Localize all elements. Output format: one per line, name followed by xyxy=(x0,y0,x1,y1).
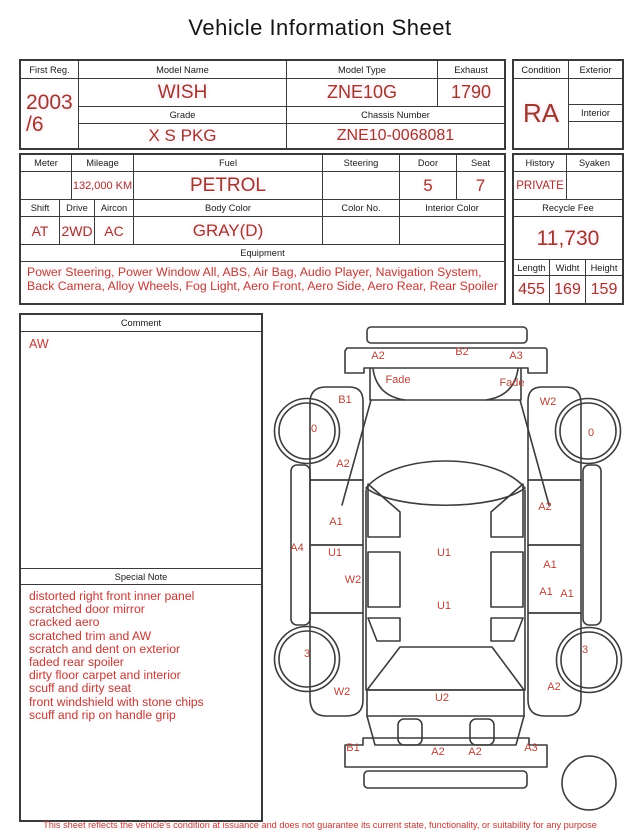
rear-bottom-strip xyxy=(364,771,527,788)
model-type-value: ZNE10G xyxy=(287,79,438,107)
meter-value xyxy=(21,172,72,199)
seat-value: 7 xyxy=(475,175,486,195)
equipment-list: Power Steering, Power Window All, ABS, Air Bag, Audio Player, Navigation System, Back Camera, Alloy Wheels, Fog Light, Aero Front, Aero Side, Aero Rear, Rear Spoiler xyxy=(27,265,498,293)
width-label: Widht xyxy=(550,260,586,275)
mileage-value: 132,000 KM xyxy=(72,172,134,199)
aircon-value: AC xyxy=(95,217,134,244)
spare-tire xyxy=(562,756,616,810)
damage-mark-u1: U1 xyxy=(327,547,343,559)
body-color-value: GRAY(D) xyxy=(134,217,323,244)
damage-mark-3: 3 xyxy=(303,648,311,660)
height-value: 159 xyxy=(590,280,618,298)
special-note-item: cracked aero xyxy=(29,615,100,630)
history-value: PRIVATE xyxy=(514,172,567,199)
drive-value: 2WD xyxy=(60,217,95,244)
damage-mark-w2: W2 xyxy=(344,574,362,586)
damage-mark-w2: W2 xyxy=(333,686,351,698)
damage-mark-a1: A1 xyxy=(329,516,343,528)
special-note-item: scuff and dirty seat xyxy=(29,681,132,696)
model-name-label: Model Name xyxy=(79,61,287,79)
body-color-label: Body Color xyxy=(134,200,323,216)
damage-mark-a3: A3 xyxy=(509,350,523,362)
damage-marks xyxy=(290,346,594,758)
damage-mark-b2: B2 xyxy=(455,346,469,358)
damage-mark-u1: U1 xyxy=(436,547,452,559)
special-note-item: dirty floor carpet and interior xyxy=(29,668,181,683)
interior-color-value xyxy=(400,217,504,244)
length-value: 455 xyxy=(514,276,550,303)
shift-value: AT xyxy=(21,217,60,244)
first-reg-label: First Reg. xyxy=(21,61,79,79)
steering-label: Steering xyxy=(323,155,400,171)
damage-mark-3: 3 xyxy=(581,644,589,656)
special-note-list xyxy=(21,585,261,820)
height-label: Height xyxy=(590,262,618,273)
length-label: Length xyxy=(514,260,550,275)
windshield xyxy=(366,461,525,505)
model-name-value: WISH xyxy=(79,79,287,107)
shift-label: Shift xyxy=(21,200,60,216)
steering-value xyxy=(323,172,400,199)
grade-value: X S PKG xyxy=(79,124,287,148)
condition-table xyxy=(512,59,624,150)
right-rear-door xyxy=(528,545,581,613)
front-left-wheel xyxy=(279,403,335,459)
damage-mark-a2: A2 xyxy=(371,350,385,362)
drive-label: Drive xyxy=(60,200,95,216)
special-note-item: front windshield with stone chips xyxy=(29,694,204,709)
comment-text: AW xyxy=(29,337,49,351)
special-note-item: faded rear spoiler xyxy=(29,655,124,670)
damage-mark-fade: Fade xyxy=(385,374,411,386)
exhaust-value: 1790 xyxy=(438,79,504,107)
damage-mark-a2: A2 xyxy=(538,501,552,513)
color-no-label: Color No. xyxy=(323,200,400,216)
right-rear-window xyxy=(491,552,523,607)
grade-label: Grade xyxy=(79,107,287,124)
first-reg-year: 2003 xyxy=(26,90,73,114)
model-type-label: Model Type xyxy=(287,61,438,79)
syaken-label: Syaken xyxy=(578,158,610,168)
comment-box xyxy=(19,313,263,822)
damage-mark-a4: A4 xyxy=(290,542,304,554)
specs-table xyxy=(19,153,506,305)
disclaimer-text: This sheet reflects the vehicle's condition at issuance and does not guarantee its current state, functionality, or suitability for any purpose xyxy=(43,820,597,830)
equipment-label: Equipment xyxy=(240,248,285,258)
door-label: Door xyxy=(400,155,457,171)
door-value: 5 xyxy=(400,172,457,199)
damage-mark-0: 0 xyxy=(587,427,595,439)
special-note-item: scuff and rip on handle grip xyxy=(29,707,176,722)
history-table xyxy=(512,153,624,305)
left-rear-window xyxy=(368,552,400,607)
special-note-item: scratched door mirror xyxy=(29,602,145,617)
aircon-label: Aircon xyxy=(95,200,134,216)
condition-grade-value: RA xyxy=(514,79,569,148)
right-tail-lamp xyxy=(470,719,494,745)
interior-label: Interior xyxy=(569,105,622,122)
width-value: 169 xyxy=(550,276,586,303)
special-note-item: scratched trim and AW xyxy=(29,628,152,643)
damage-mark-a1: A1 xyxy=(560,588,574,600)
seat-label: Seat xyxy=(470,158,491,168)
damage-mark-w2: W2 xyxy=(539,396,557,408)
vehicle-damage-diagram xyxy=(268,315,640,813)
damage-mark-b1: B1 xyxy=(338,394,352,406)
damage-mark-a3: A3 xyxy=(524,742,538,754)
damage-mark-a1: A1 xyxy=(539,586,553,598)
first-reg-month: /6 xyxy=(26,112,44,136)
front-top-strip xyxy=(367,327,527,343)
damage-mark-a1: A1 xyxy=(543,559,557,571)
left-tail-lamp xyxy=(398,719,422,745)
left-quarter-window xyxy=(368,618,400,641)
special-note-item: distorted right front inner panel xyxy=(29,589,195,603)
meter-label: Meter xyxy=(21,155,72,171)
page-title: Vehicle Information Sheet xyxy=(188,15,452,40)
recycle-fee-label: Recycle Fee xyxy=(542,203,594,213)
damage-mark-u1: U1 xyxy=(436,600,452,612)
right-quarter-panel xyxy=(528,613,581,716)
car-outline xyxy=(275,327,622,810)
rear-right-wheel-arch xyxy=(557,628,622,693)
right-front-door xyxy=(528,480,581,545)
history-label: History xyxy=(514,155,567,171)
special-note-item: scratch and dent on exterior xyxy=(29,641,181,656)
right-sill xyxy=(583,465,601,625)
right-quarter-window xyxy=(491,618,523,641)
damage-mark-0: 0 xyxy=(310,423,318,435)
interior-color-label: Interior Color xyxy=(425,203,479,213)
syaken-value xyxy=(567,172,622,199)
damage-mark-b1: B1 xyxy=(346,742,360,754)
left-front-door xyxy=(310,480,363,545)
registration-table xyxy=(19,59,506,150)
chassis-number-value: ZNE10-0068081 xyxy=(336,127,455,144)
damage-mark-u2: U2 xyxy=(434,692,450,704)
comment-label: Comment xyxy=(21,315,261,332)
exterior-value xyxy=(569,79,622,105)
special-note-label: Special Note xyxy=(21,568,261,585)
fuel-value: PETROL xyxy=(134,172,323,199)
damage-mark-a2: A2 xyxy=(431,746,445,758)
damage-mark-a2: A2 xyxy=(468,746,482,758)
damage-mark-fade: Fade xyxy=(499,377,525,389)
exterior-label: Exterior xyxy=(569,61,622,79)
front-left-wheel-arch xyxy=(275,399,340,464)
first-reg-value xyxy=(21,79,79,148)
chassis-number-label: Chassis Number xyxy=(287,107,504,124)
mileage-label: Mileage xyxy=(72,155,134,171)
recycle-fee-value: 11,730 xyxy=(536,226,600,250)
rear-right-wheel xyxy=(561,632,617,688)
condition-label: Condition xyxy=(514,61,569,79)
tailgate-lower xyxy=(367,716,524,745)
fuel-label: Fuel xyxy=(134,155,323,171)
color-no-value xyxy=(323,217,400,244)
interior-value xyxy=(569,122,622,148)
rear-glass xyxy=(367,647,524,690)
exhaust-label: Exhaust xyxy=(438,61,504,79)
damage-mark-a2: A2 xyxy=(336,458,350,470)
damage-mark-a2: A2 xyxy=(547,681,561,693)
